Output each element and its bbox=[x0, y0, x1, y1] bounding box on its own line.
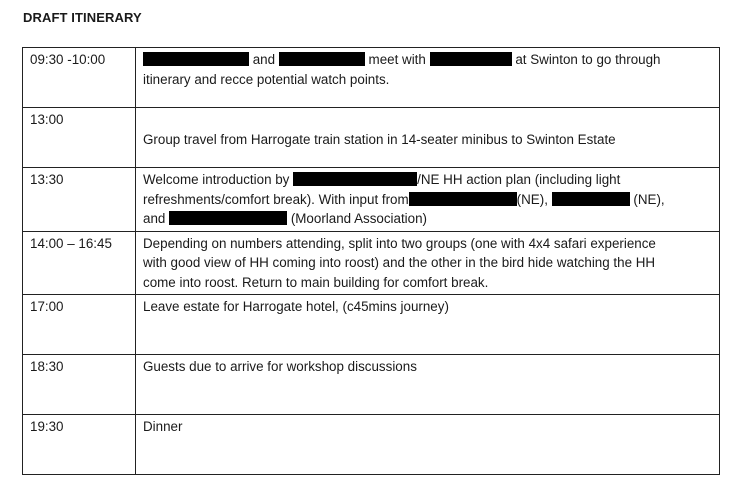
redacted-block bbox=[293, 172, 417, 186]
redacted-block bbox=[143, 52, 249, 66]
text-fragment: (NE), bbox=[516, 191, 548, 207]
description-line bbox=[143, 209, 713, 229]
description-line: itinerary and recce potential watch points. bbox=[143, 71, 390, 87]
time-cell: 09:30 -10:00 bbox=[23, 48, 136, 108]
redacted-block bbox=[169, 211, 287, 225]
document-title: DRAFT ITINERARY bbox=[23, 10, 142, 25]
description-cell bbox=[136, 231, 720, 295]
description-line bbox=[143, 50, 713, 70]
time-cell: 14:00 – 16:45 bbox=[23, 231, 136, 295]
redacted-block bbox=[552, 192, 630, 206]
redacted-block bbox=[279, 52, 365, 66]
description-cell bbox=[136, 48, 720, 108]
description-cell bbox=[136, 295, 720, 355]
time-cell: 13:00 bbox=[23, 108, 136, 168]
description-cell bbox=[136, 355, 720, 415]
redacted-block bbox=[409, 192, 517, 206]
description-cell bbox=[136, 108, 720, 168]
description-cell bbox=[136, 415, 720, 475]
table-row bbox=[23, 108, 720, 168]
table-row bbox=[23, 415, 720, 475]
description-line: Leave estate for Harrogate hotel, (c45mins journey) bbox=[143, 299, 449, 314]
time-cell: 17:00 bbox=[23, 295, 136, 355]
text-fragment: and bbox=[143, 211, 166, 226]
table-row bbox=[23, 168, 720, 232]
table-row bbox=[23, 355, 720, 415]
description-line: Guests due to arrive for workshop discussions bbox=[143, 359, 417, 374]
text-fragment: (NE), bbox=[633, 191, 665, 207]
text-fragment: refreshments/comfort break). With input from bbox=[143, 191, 409, 207]
time-cell: 19:30 bbox=[23, 415, 136, 475]
time-cell: 18:30 bbox=[23, 355, 136, 415]
redacted-block bbox=[430, 52, 512, 66]
description-line: Dinner bbox=[143, 419, 183, 434]
itinerary-table bbox=[22, 47, 720, 475]
text-fragment: /NE HH action plan (including light bbox=[417, 172, 621, 187]
text-fragment: Welcome introduction by bbox=[143, 172, 290, 187]
description-line bbox=[143, 190, 713, 210]
description-line bbox=[143, 170, 713, 190]
table-row bbox=[23, 231, 720, 295]
description-cell bbox=[136, 168, 720, 232]
description-line: Depending on numbers attending, split into two groups (one with 4x4 safari experience bbox=[143, 235, 656, 251]
description-line: with good view of HH coming into roost) and the other in the bird hide watching the HH bbox=[143, 255, 656, 270]
description-line: Group travel from Harrogate train station in 14-seater minibus to Swinton Estate bbox=[143, 132, 616, 147]
text-fragment: (Moorland Association) bbox=[290, 211, 428, 226]
time-cell: 13:30 bbox=[23, 168, 136, 232]
description-line: come into roost. Return to main building for comfort break. bbox=[143, 274, 489, 290]
text-fragment: and bbox=[252, 52, 276, 67]
table-row bbox=[23, 48, 720, 108]
text-fragment: at Swinton to go through bbox=[515, 52, 661, 67]
table-row bbox=[23, 295, 720, 355]
text-fragment: meet with bbox=[368, 52, 426, 67]
